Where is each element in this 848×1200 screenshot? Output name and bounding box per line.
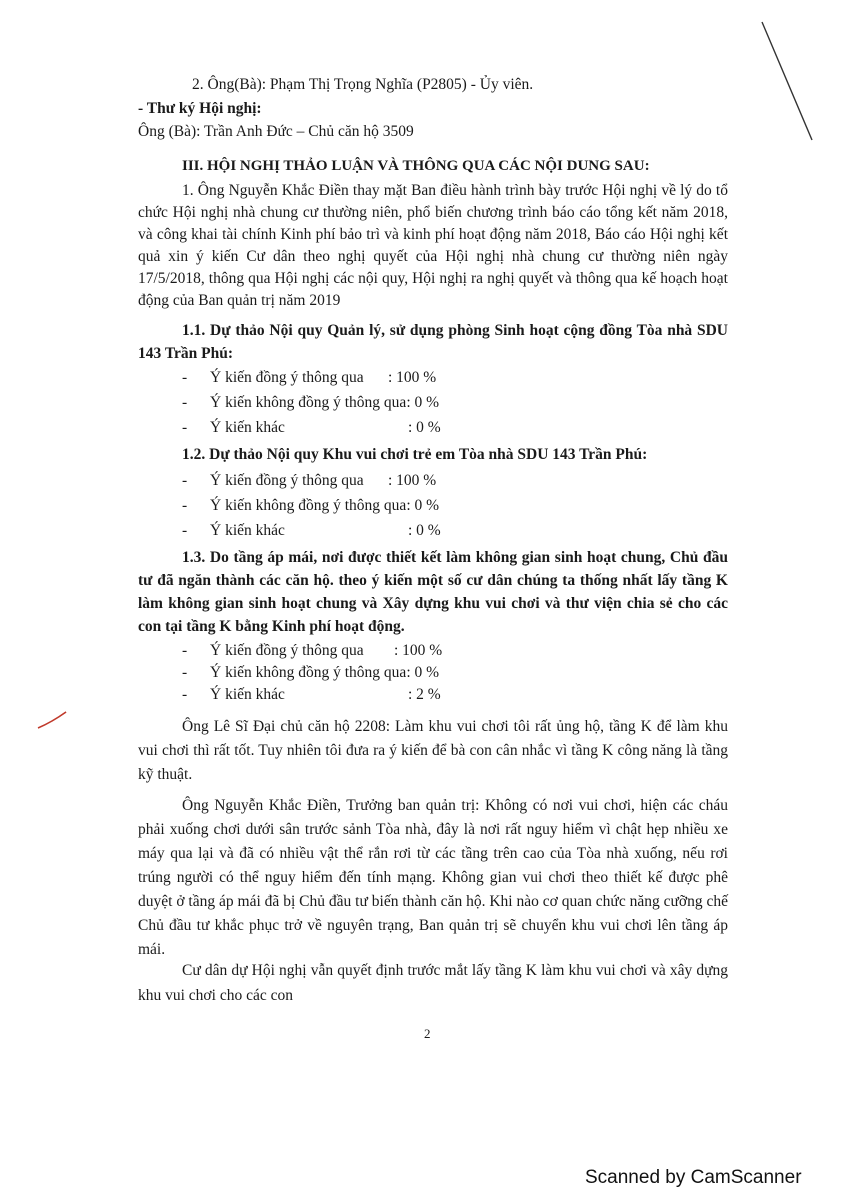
section-1-1: 1.1. Dự thảo Nội quy Quản lý, sử dụng phòng Sinh hoạt cộng đồng Tòa nhà SDU 143 Trần Phú: [138,322,728,362]
section-1-2: 1.2. Dự thảo Nội quy Khu vui chơi trẻ em Tòa nhà SDU 143 Trần Phú: [182,446,648,463]
vote-row: - Ý kiến đồng ý thông qua : 100 % [182,472,437,489]
member-line: 2. Ông(Bà): Phạm Thị Trọng Nghĩa (P2805) - Ủy viên. [192,76,534,93]
vote-row: - Ý kiến không đồng ý thông qua: 0 % [182,664,440,681]
secretary-heading: - Thư ký Hội nghị: [138,100,262,117]
paragraph-1: 1. Ông Nguyễn Khắc Điền thay mặt Ban điều hành trình bày trước Hội nghị về lý do tổ chức Hội nghị nhà chung cư thường niên, phổ biến chương trình báo cáo tổng kết năm 2018, và công khai tài chính Kinh phí bảo trì và kinh phí hoạt động năm 2018, Báo cáo Hội nghị kết quả xin ý kiến Cư dân theo nghị quyết của Hội nghị nhà chung cư thường niên ngày 17/5/2018, thông qua Hội nghị các nội quy, Hội nghị ra nghị quyết và thông qua kế hoạch hoạt động của Ban quản trị năm 2019 [138,182,728,309]
secretary-line: Ông (Bà): Trần Anh Đức – Chủ căn hộ 3509 [138,123,414,140]
section-heading: III. HỘI NGHỊ THẢO LUẬN VÀ THÔNG QUA CÁC NỘI DUNG SAU: [182,158,650,174]
vote-row: - Ý kiến không đồng ý thông qua: 0 % [182,394,440,411]
vote-row: - Ý kiến khác : 0 % [182,419,441,436]
paragraph-2: Ông Lê Sĩ Đại chủ căn hộ 2208: Làm khu vui chơi tôi rất ủng hộ, tầng K để làm khu vui chơi thì rất tốt. Tuy nhiên tôi đưa ra ý kiến để bà con cân nhắc vì tầng K công năng là tầng kỹ thuật. [138,718,728,783]
paragraph-3: Ông Nguyễn Khắc Điền, Trưởng ban quản trị: Không có nơi vui chơi, hiện các cháu phải xuống chơi dưới sân trước sảnh Tòa nhà, đây là nơi rất nguy hiểm vì chật hẹp nhiều xe máy qua lại và đã có nhiều vật thể rắn rơi từ các tầng trên cao của Tòa nhà xuống, nếu rơi trúng người có thể nguy hiểm đến tính mạng. Không gian vui chơi theo thiết kế được phê duyệt ở tầng áp mái đã bị Chủ đầu tư biến thành căn hộ. Khi nào cơ quan chức năng cưỡng chế Chủ đầu tư khắc phục trở về nguyên trạng, Ban quản trị sẽ chuyển khu vui chơi lên tầng áp mái. [138,797,728,958]
vote-row: - Ý kiến đồng ý thông qua : 100 % [182,642,443,659]
page-number: 2 [424,1026,431,1041]
paragraph-4: Cư dân dự Hội nghị vẫn quyết định trước mắt lấy tầng K làm khu vui chơi và xây dựng khu vui chơi cho các con [138,962,728,1004]
vote-row: - Ý kiến không đồng ý thông qua: 0 % [182,497,440,514]
vote-row: - Ý kiến khác : 2 % [182,686,441,703]
vote-row: - Ý kiến đồng ý thông qua : 100 % [182,369,437,386]
vote-row: - Ý kiến khác : 0 % [182,522,441,539]
section-1-3: 1.3. Do tầng áp mái, nơi được thiết kết làm không gian sinh hoạt chung, Chủ đầu tư đã ngăn thành các căn hộ. theo ý kiến một số cư dân chúng ta thống nhất lấy tầng K làm không gian sinh hoạt chung và Xây dựng khu vui chơi và thư viện chia sẻ cho các con tại tầng K bằng Kinh phí hoạt động. [138,549,728,635]
scanner-watermark: Scanned by CamScanner [585,1167,802,1188]
